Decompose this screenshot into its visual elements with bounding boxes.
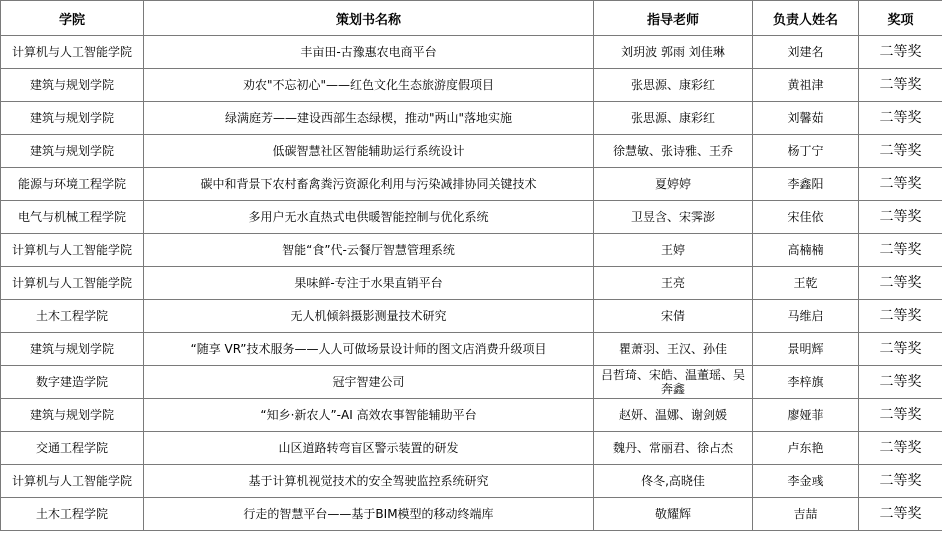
leader-cell: 卢东艳 xyxy=(753,432,859,465)
award-cell: 二等奖 xyxy=(859,135,942,168)
leader-cell: 高楠楠 xyxy=(753,234,859,267)
award-cell: 二等奖 xyxy=(859,366,942,399)
title-cell: 丰亩田-古豫惠农电商平台 xyxy=(144,36,594,69)
college-cell: 建筑与规划学院 xyxy=(1,102,144,135)
award-cell: 二等奖 xyxy=(859,168,942,201)
college-cell: 土木工程学院 xyxy=(1,300,144,333)
table-row xyxy=(1,366,942,399)
table-row xyxy=(1,267,942,300)
table-row xyxy=(1,300,942,333)
advisor-header: 指导老师 xyxy=(594,1,753,36)
title-cell: 山区道路转弯盲区警示装置的研发 xyxy=(144,432,594,465)
table-row xyxy=(1,498,942,531)
award-header: 奖项 xyxy=(859,1,942,36)
award-cell: 二等奖 xyxy=(859,102,942,135)
advisor-cell: 魏丹、常丽君、徐占杰 xyxy=(594,432,753,465)
title-cell: 智能“食”代-云餐厅智慧管理系统 xyxy=(144,234,594,267)
award-cell: 二等奖 xyxy=(859,399,942,432)
table-row xyxy=(1,465,942,498)
table-row xyxy=(1,432,942,465)
advisor-cell: 徐慧敏、张诗雅、王乔 xyxy=(594,135,753,168)
title-header: 策划书名称 xyxy=(144,1,594,36)
college-cell: 建筑与规划学院 xyxy=(1,399,144,432)
college-cell: 计算机与人工智能学院 xyxy=(1,465,144,498)
leader-cell: 廖娅菲 xyxy=(753,399,859,432)
college-cell: 建筑与规划学院 xyxy=(1,69,144,102)
advisor-cell: 敬耀辉 xyxy=(594,498,753,531)
leader-cell: 马维启 xyxy=(753,300,859,333)
title-cell: 冠宇智建公司 xyxy=(144,366,594,399)
award-cell: 二等奖 xyxy=(859,465,942,498)
advisor-cell: 佟冬,高晓佳 xyxy=(594,465,753,498)
college-cell: 电气与机械工程学院 xyxy=(1,201,144,234)
award-cell: 二等奖 xyxy=(859,300,942,333)
college-cell: 交通工程学院 xyxy=(1,432,144,465)
college-cell: 数字建造学院 xyxy=(1,366,144,399)
award-cell: 二等奖 xyxy=(859,432,942,465)
leader-cell: 景明辉 xyxy=(753,333,859,366)
advisor-cell: 宋倩 xyxy=(594,300,753,333)
advisor-cell: 张思源、康彩红 xyxy=(594,69,753,102)
title-cell: 多用户无水直热式电供暖智能控制与优化系统 xyxy=(144,201,594,234)
title-cell: 基于计算机视觉技术的安全驾驶监控系统研究 xyxy=(144,465,594,498)
leader-cell: 李鑫阳 xyxy=(753,168,859,201)
college-cell: 建筑与规划学院 xyxy=(1,333,144,366)
award-cell: 二等奖 xyxy=(859,333,942,366)
advisor-cell: 吕哲琦、宋皓、温董瑶、吴奔鑫 xyxy=(594,366,753,399)
advisor-cell: 张思源、康彩红 xyxy=(594,102,753,135)
award-cell: 二等奖 xyxy=(859,36,942,69)
title-cell: 碳中和背景下农村畜禽粪污资源化利用与污染减排协同关键技术 xyxy=(144,168,594,201)
leader-cell: 黄祖津 xyxy=(753,69,859,102)
award-cell: 二等奖 xyxy=(859,69,942,102)
table-row xyxy=(1,69,942,102)
table-row xyxy=(1,168,942,201)
award-cell: 二等奖 xyxy=(859,201,942,234)
title-cell: 绿满庭芳——建设西部生态绿楔，推动"两山"落地实施 xyxy=(144,102,594,135)
leader-cell: 杨丁宁 xyxy=(753,135,859,168)
leader-cell: 宋佳依 xyxy=(753,201,859,234)
leader-cell: 李梓旗 xyxy=(753,366,859,399)
college-cell: 计算机与人工智能学院 xyxy=(1,36,144,69)
advisor-cell: 夏婷婷 xyxy=(594,168,753,201)
college-cell: 能源与环境工程学院 xyxy=(1,168,144,201)
college-cell: 计算机与人工智能学院 xyxy=(1,234,144,267)
leader-cell: 王乾 xyxy=(753,267,859,300)
title-cell: 果味鲜-专注于水果直销平台 xyxy=(144,267,594,300)
title-cell: 行走的智慧平台——基于BIM模型的移动终端库 xyxy=(144,498,594,531)
college-cell: 土木工程学院 xyxy=(1,498,144,531)
college-header: 学院 xyxy=(1,1,144,36)
advisor-cell: 赵妍、温娜、谢剑媛 xyxy=(594,399,753,432)
table-row xyxy=(1,333,942,366)
table-row xyxy=(1,36,942,69)
table-row xyxy=(1,135,942,168)
advisor-cell: 王亮 xyxy=(594,267,753,300)
advisor-cell: 瞿萧羽、王汉、孙佳 xyxy=(594,333,753,366)
table-row xyxy=(1,234,942,267)
leader-cell: 李金彧 xyxy=(753,465,859,498)
table-row xyxy=(1,399,942,432)
title-cell: “随享 VR”技术服务——人人可做场景设计师的图文店消费升级项目 xyxy=(144,333,594,366)
table-row xyxy=(1,102,942,135)
table-row xyxy=(1,201,942,234)
leader-cell: 吉喆 xyxy=(753,498,859,531)
award-cell: 二等奖 xyxy=(859,234,942,267)
header-row xyxy=(1,1,942,36)
college-cell: 计算机与人工智能学院 xyxy=(1,267,144,300)
title-cell: 劝农"不忘初心"——红色文化生态旅游度假项目 xyxy=(144,69,594,102)
advisor-cell: 刘玥波 郭雨 刘佳琳 xyxy=(594,36,753,69)
title-cell: “知乡·新农人”-AI 高效农事智能辅助平台 xyxy=(144,399,594,432)
award-cell: 二等奖 xyxy=(859,267,942,300)
table-body xyxy=(1,36,942,531)
advisor-cell: 王婷 xyxy=(594,234,753,267)
college-cell: 建筑与规划学院 xyxy=(1,135,144,168)
title-cell: 低碳智慧社区智能辅助运行系统设计 xyxy=(144,135,594,168)
leader-cell: 刘建名 xyxy=(753,36,859,69)
title-cell: 无人机倾斜摄影测量技术研究 xyxy=(144,300,594,333)
leader-cell: 刘馨茹 xyxy=(753,102,859,135)
leader-header: 负责人姓名 xyxy=(753,1,859,36)
advisor-cell: 卫昱含、宋霁澎 xyxy=(594,201,753,234)
award-cell: 二等奖 xyxy=(859,498,942,531)
